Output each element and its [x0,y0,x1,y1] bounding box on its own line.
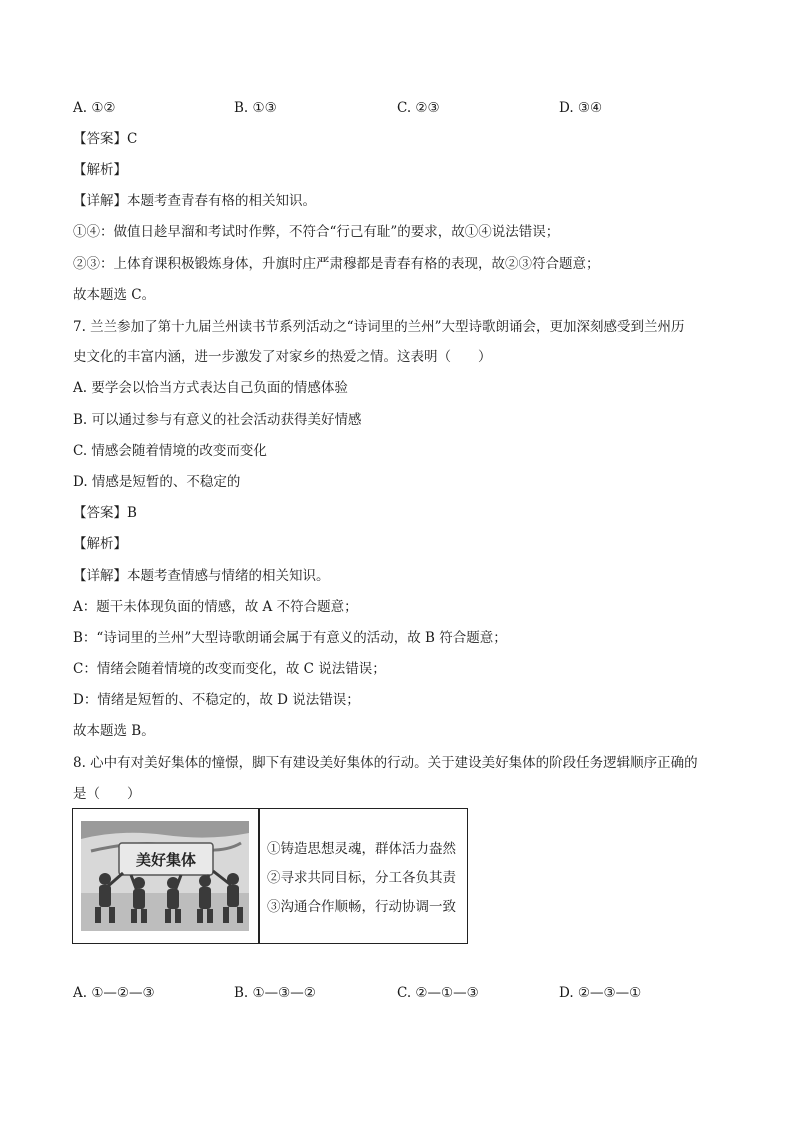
q7-explanation-line: C：情绪会随着情境的改变而变化，故 C 说法错误； [73,661,386,677]
q7-conclusion: 故本题选 B。 [73,723,155,739]
q7-option-a: A. 要学会以恰当方式表达自己负面的情感体验 [73,380,348,396]
q7-detail: 【详解】本题考查情感与情绪的相关知识。 [73,568,330,584]
q8-stem-line2: 是（ ） [73,786,141,802]
q6-option-d: D. ③④ [559,100,603,116]
q7-explanation-line: A：题干未体现负面的情感，故 A 不符合题意； [73,599,358,615]
q7-stem-line1: 7. 兰兰参加了第十九届兰州读书节系列活动之“诗词里的兰州”大型诗歌朗诵会，更加深刻感受到兰州历 [73,319,685,335]
q6-option-a: A. ①② [73,100,116,116]
q7-analysis-heading: 【解析】 [73,536,127,552]
q6-answer: 【答案】C [73,131,138,147]
q7-explanation-line: B：“诗词里的兰州”大型诗歌朗诵会属于有意义的活动，故 B 符合题意； [73,630,507,646]
q6-option-b: B. ①③ [234,100,277,116]
q8-option-a: A. ①—②—③ [73,985,155,1001]
q8-stem-line1: 8. 心中有对美好集体的憧憬，脚下有建设美好集体的行动。关于建设美好集体的阶段任务逻辑顺序正确的 [73,755,698,771]
q6-explanation-line: ②③：上体育课积极锻炼身体，升旗时庄严肃穆都是青春有格的表现，故②③符合题意； [73,256,600,272]
q8-stage-list [267,835,456,922]
q8-option-d: D. ②—③—① [559,985,642,1001]
q6-option-c: C. ②③ [397,100,440,116]
q7-answer: 【答案】B [73,505,137,521]
q6-detail: 【详解】本题考查青春有格的相关知识。 [73,193,316,209]
q7-option-b: B. 可以通过参与有意义的社会活动获得美好情感 [73,412,362,428]
q6-explanation-line: ①④：做值日趁早溜和考试时作弊，不符合“行己有耻”的要求，故①④说法错误； [73,224,560,240]
q7-explanation-line: D：情绪是短暂的、不稳定的，故 D 说法错误； [73,692,360,708]
q8-options [73,983,733,1003]
q8-option-c: C. ②—①—③ [397,985,479,1001]
q6-conclusion: 故本题选 C。 [73,287,156,303]
figure-divider [258,809,260,943]
q6-options [73,98,733,118]
stage-item: ①铸造思想灵魂，群体活力盎然 [267,841,456,857]
q7-option-d: D. 情感是短暂的、不稳定的 [73,474,241,490]
q7-stem-line2: 史文化的丰富内涵，进一步激发了对家乡的热爱之情。这表明（ ） [73,349,492,365]
sign-text: 美好集体 [135,851,197,869]
q8-figure-table [72,808,468,944]
stage-item: ②寻求共同目标，分工各负其责 [267,870,456,886]
team-illustration [81,821,249,931]
stage-item: ③沟通合作顺畅，行动协调一致 [267,899,456,915]
q8-option-b: B. ①—③—② [234,985,316,1001]
q7-option-c: C. 情感会随着情境的改变而变化 [73,443,267,459]
q6-analysis-heading: 【解析】 [73,162,127,178]
